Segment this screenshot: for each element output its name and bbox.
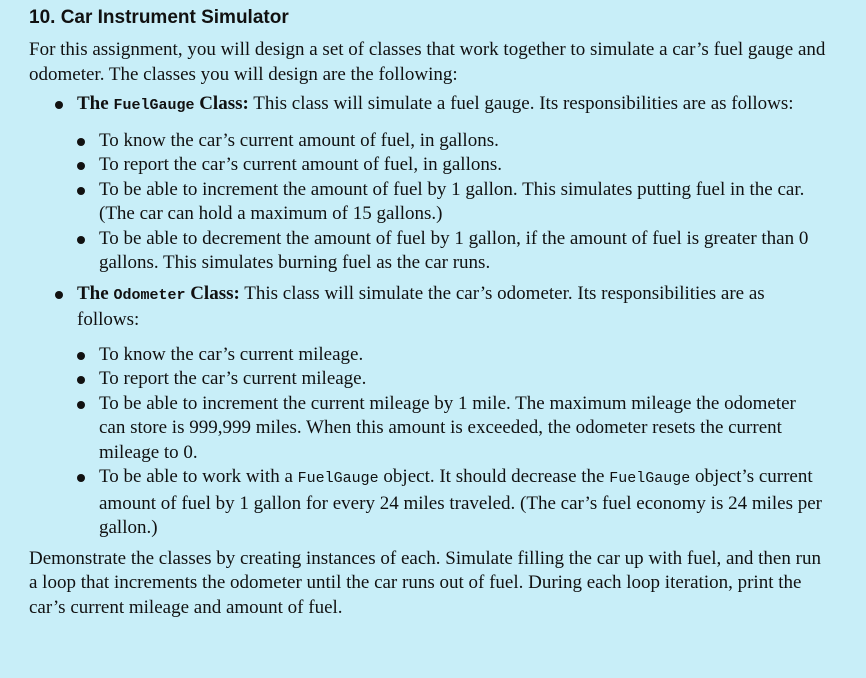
class-item-odometer	[53, 282, 826, 541]
list-item-text: To report the car’s current mileage.	[99, 368, 367, 389]
bullet-icon	[55, 101, 63, 109]
bullet-icon	[77, 474, 85, 482]
list-item-text: To be able to increment the current mileage by 1 mile. The maximum mileage the odometer can store is 999,999 miles. When this amount is exceeded, the odometer resets the current mileage to 0.	[99, 392, 796, 463]
bullet-icon	[77, 138, 85, 146]
list-item-text: To report the car’s current amount of fuel, in gallons.	[99, 154, 502, 175]
closing-paragraph: Demonstrate the classes by creating instances of each. Simulate filling the car up with fuel, and then run a loop that increments the odometer until the car runs out of fuel. During each loop iteration, print the car’s current mileage and amount of fuel.	[29, 547, 821, 618]
responsibility-list	[77, 129, 826, 276]
list-item	[77, 343, 826, 368]
list-item	[77, 465, 826, 541]
class-list	[29, 92, 826, 541]
responsibility-list	[77, 343, 826, 541]
intro-paragraph: For this assignment, you will design a set of classes that work together to simulate a car’s fuel gauge and odometer. The classes you will design are the following:	[29, 39, 826, 85]
list-item-text: object’s current amount of fuel by 1 gallon for every 24 miles traveled. (The car’s fuel economy is 24 miles per gallon.)	[99, 466, 823, 538]
class-name-code: Odometer	[113, 286, 186, 304]
list-item-text: To be able to work with a	[99, 466, 298, 487]
class-description: This class will simulate the car’s odometer. Its responsibilities are as follows:	[77, 282, 765, 330]
class-item-fuelgauge	[53, 92, 826, 276]
bullet-icon	[55, 291, 63, 299]
class-label-suffix: Class:	[194, 93, 249, 114]
list-item-text: To know the car’s current amount of fuel, in gallons.	[99, 129, 499, 151]
list-item-text: object. It should decrease the	[378, 466, 610, 487]
list-item-text: To know the car’s current mileage.	[99, 343, 364, 365]
inline-code: FuelGauge	[609, 470, 691, 487]
list-item-text: To be able to decrement the amount of fuel by 1 gallon, if the amount of fuel is greater than 0 gallons. This simulates burning fuel as the car runs.	[99, 227, 809, 273]
list-item	[77, 367, 826, 392]
list-item-text: To be able to increment the amount of fuel by 1 gallon. This simulates putting fuel in the car. (The car can hold a maximum of 15 gallons.)	[99, 178, 805, 224]
list-item	[77, 129, 826, 154]
bullet-icon	[77, 352, 85, 360]
list-item	[77, 392, 826, 466]
list-item	[77, 153, 826, 178]
class-label-prefix: The	[77, 93, 114, 114]
bullet-icon	[77, 401, 85, 409]
class-label-prefix: The	[77, 282, 114, 304]
list-item	[77, 178, 826, 227]
list-item	[77, 227, 826, 276]
inline-code: FuelGauge	[297, 470, 379, 487]
bullet-icon	[77, 236, 85, 244]
bullet-icon	[77, 187, 85, 195]
page-title: 10. Car Instrument Simulator	[29, 7, 289, 28]
bullet-icon	[77, 162, 85, 170]
class-description: This class will simulate a fuel gauge. Its responsibilities are as follows:	[248, 93, 794, 114]
class-label-suffix: Class:	[185, 282, 240, 304]
bullet-icon	[77, 376, 85, 384]
class-name-code: FuelGauge	[113, 97, 195, 114]
